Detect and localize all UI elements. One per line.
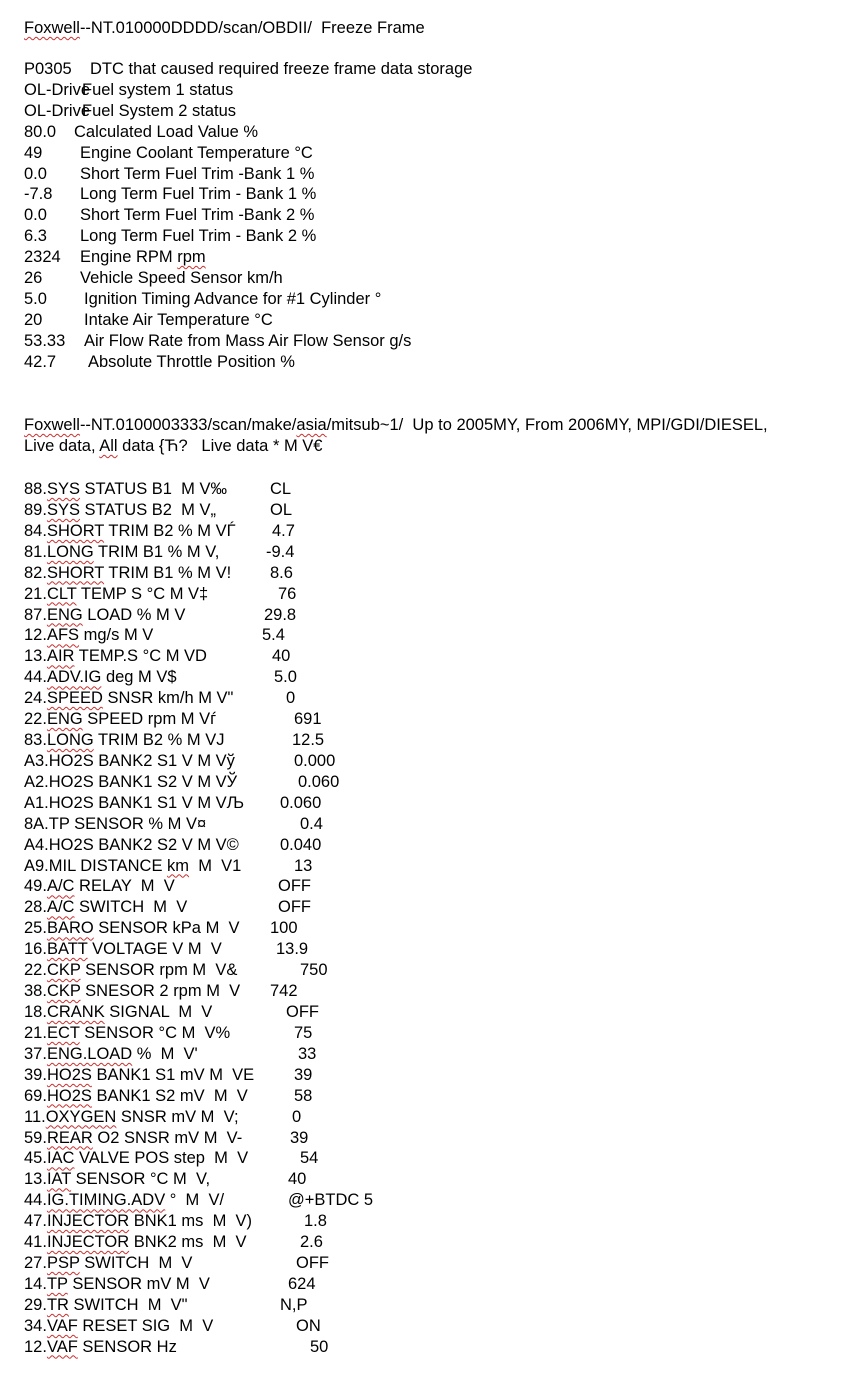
live-data-value: 54 xyxy=(300,1149,319,1168)
live-data-prefix: 38. xyxy=(24,982,47,1001)
live-data-row xyxy=(24,563,293,584)
freeze-frame-label xyxy=(80,226,316,246)
freeze-frame-row xyxy=(24,143,313,164)
live-data-value: OFF xyxy=(296,1254,329,1273)
live-data-label: SNSR mV M V; xyxy=(116,1107,239,1126)
live-data-value: 5.4 xyxy=(262,626,285,645)
freeze-frame-row xyxy=(24,310,273,331)
live-data-value: 29.8 xyxy=(264,605,297,624)
live-data-value: ON xyxy=(296,1316,321,1335)
freeze-frame-label xyxy=(82,80,233,100)
live-data-keyword: INJECTOR xyxy=(46,1233,130,1252)
live-data-prefix: 39. xyxy=(24,1065,47,1084)
live-data-prefix: 84. xyxy=(24,521,47,540)
live-data-value: 0.040 xyxy=(280,835,322,854)
live-data-keyword: HO2S xyxy=(46,1065,92,1084)
freeze-frame-value: -7.8 xyxy=(24,185,53,204)
live-data-label: SENSOR mV M V xyxy=(67,1274,210,1293)
live-data-prefix: 11. xyxy=(24,1107,46,1126)
live-data-row xyxy=(24,584,297,605)
live-data-prefix: 89. xyxy=(24,500,47,519)
live-data-row xyxy=(24,772,340,793)
live-data-value: 0.000 xyxy=(294,751,336,770)
live-data-keyword: IG.TIMING.ADV xyxy=(46,1191,166,1210)
live-data-row xyxy=(24,1232,323,1253)
freeze-frame-label-text: Engine Coolant Temperature °C xyxy=(80,143,313,162)
live-data-row xyxy=(24,1107,302,1128)
live-data-value: OFF xyxy=(278,898,311,917)
live-data-prefix: A4.HO2S BANK2 S2 V M V© xyxy=(24,835,239,854)
header-path-tail: /mitsub~1/ Up to 2005MY, From 2006MY, MPI/GDI/DIESEL, xyxy=(326,416,768,434)
live-data-label: SPEED rpm M Vѓ xyxy=(82,710,217,729)
live-data-value: 0 xyxy=(286,689,296,708)
live-data-keyword: AFS xyxy=(46,626,80,645)
freeze-frame-label-text: Long Term Fuel Trim - Bank 2 % xyxy=(80,227,317,246)
live-data-keyword: ADV.IG xyxy=(46,668,102,687)
live-data-keyword: AIR xyxy=(46,647,75,666)
live-data-label: deg M V$ xyxy=(101,668,177,687)
live-data-value: @+BTDC 5 xyxy=(288,1191,374,1210)
live-data-row xyxy=(24,981,298,1002)
freeze-frame-label-text: Long Term Fuel Trim - Bank 1 % xyxy=(80,185,317,204)
freeze-frame-value: 2324 xyxy=(24,248,61,267)
live-data-prefix: 13. xyxy=(24,647,47,666)
header-path: --NT.010000DDDD/scan/OBDII/ Freeze Frame xyxy=(79,19,425,37)
live-data-prefix: 88. xyxy=(24,480,47,498)
live-data-prefix: 13. xyxy=(24,1170,47,1189)
freeze-frame-label-text: DTC that caused required freeze frame data storage xyxy=(90,60,473,78)
live-data-prefix: 47. xyxy=(24,1212,47,1231)
live-data-prefix: A3.HO2S BANK2 S1 V M Vў xyxy=(24,751,235,770)
live-data-prefix: 45. xyxy=(24,1149,47,1168)
live-data-keyword: REAR xyxy=(46,1128,93,1147)
live-data-prefix: 22. xyxy=(24,710,47,729)
live-data-keyword: SHORT xyxy=(46,521,105,540)
header-asia: asia xyxy=(296,416,327,434)
live-data-keyword: km xyxy=(167,856,190,875)
live-data-label: SIGNAL M V xyxy=(104,1003,213,1021)
live-data-value: 0.4 xyxy=(300,814,323,833)
live-data-label: BANK1 S1 mV M VE xyxy=(91,1065,255,1084)
freeze-frame-row xyxy=(24,122,259,143)
freeze-frame-label-text: Vehicle Speed Sensor km/h xyxy=(80,269,283,287)
live-data-keyword: TR xyxy=(46,1295,69,1314)
freeze-frame-row xyxy=(24,59,473,80)
live-data-label: % M V' xyxy=(132,1044,198,1063)
live-data-row xyxy=(24,918,298,939)
freeze-frame-label-text: Short Term Fuel Trim -Bank 1 % xyxy=(80,164,315,183)
freeze-frame-value: 53.33 xyxy=(24,331,66,350)
live-data-row xyxy=(24,1337,329,1358)
freeze-frame-row xyxy=(24,268,283,289)
live-data-label: TRIM B2 % M VЃ xyxy=(104,521,236,540)
live-data-keyword: BATT xyxy=(46,940,88,959)
freeze-frame-label xyxy=(84,289,381,309)
live-data-keyword: IAT xyxy=(46,1170,72,1189)
live-data-row xyxy=(24,1295,308,1316)
live-data-keyword: CRANK xyxy=(46,1003,105,1021)
live-data-value: 13.9 xyxy=(276,940,309,959)
freeze-frame-label xyxy=(82,101,236,121)
live-data-prefix: 44. xyxy=(24,668,47,687)
header-path: --NT.0100003333/scan/make/ xyxy=(79,416,297,434)
live-data-keyword: LONG xyxy=(46,731,94,750)
live-data-row xyxy=(24,1253,329,1274)
freeze-frame-label-text: Engine RPM xyxy=(80,248,178,267)
live-data-subheader xyxy=(24,436,322,457)
live-data-label: SENSOR kPa M V xyxy=(93,919,240,938)
live-data-value: 75 xyxy=(294,1023,313,1042)
live-data-label: SENSOR °C M V% xyxy=(79,1023,231,1042)
live-data-prefix: 16. xyxy=(24,940,47,959)
live-data-value: 5.0 xyxy=(274,668,297,687)
live-data-value: 624 xyxy=(288,1274,316,1293)
live-data-label: SWITCH M V xyxy=(74,898,188,917)
live-data-row xyxy=(24,897,311,918)
live-data-label: TRIM B2 % M VJ xyxy=(93,731,225,750)
live-data-prefix: 21. xyxy=(24,584,47,603)
live-data-keyword: INJECTOR xyxy=(46,1212,130,1231)
live-data-value: 0.060 xyxy=(280,793,322,812)
freeze-frame-row xyxy=(24,352,295,373)
live-data-row xyxy=(24,646,291,667)
freeze-frame-label xyxy=(80,268,283,288)
live-data-value: 50 xyxy=(310,1337,329,1356)
live-data-label: BNK2 ms M V xyxy=(129,1233,247,1252)
live-data-value: 4.7 xyxy=(272,521,295,540)
live-data-value: 12.5 xyxy=(292,731,325,750)
freeze-frame-label xyxy=(84,310,273,330)
live-data-keyword: SYS xyxy=(46,500,80,519)
live-data-keyword: A/C xyxy=(46,877,75,896)
live-data-label: SNESOR 2 rpm M V xyxy=(80,982,241,1001)
live-data-prefix: 18. xyxy=(24,1003,47,1021)
live-data-row xyxy=(24,605,297,626)
freeze-frame-label xyxy=(88,352,295,372)
live-data-prefix: 25. xyxy=(24,919,47,938)
live-data-prefix: 29. xyxy=(24,1295,47,1314)
live-data-prefix: 27. xyxy=(24,1254,47,1273)
live-data-row xyxy=(24,1023,313,1044)
freeze-frame-value: 0.0 xyxy=(24,206,47,225)
live-data-row xyxy=(24,1169,307,1190)
live-data-label: RESET SIG M V xyxy=(77,1316,214,1335)
freeze-frame-label-text: Fuel system 1 status xyxy=(82,80,234,99)
freeze-frame-label-text: Air Flow Rate from Mass Air Flow Sensor g/s xyxy=(84,331,412,350)
live-data-label: SENSOR °C M V, xyxy=(71,1170,211,1189)
live-data-row xyxy=(24,479,292,500)
live-data-value: OL xyxy=(270,500,293,519)
live-data-row xyxy=(24,1190,374,1211)
live-data-keyword: PSP xyxy=(46,1254,80,1273)
live-data-prefix: 21. xyxy=(24,1023,47,1042)
freeze-frame-value: 20 xyxy=(24,310,43,329)
live-data-label: ° M V/ xyxy=(165,1191,225,1210)
freeze-frame-label-text: Calculated Load Value % xyxy=(74,122,259,141)
freeze-frame-label xyxy=(80,164,314,184)
subheader-a: Live data, xyxy=(24,437,100,455)
live-data-keyword: CKP xyxy=(46,982,81,1001)
live-data-prefix: A9.MIL DISTANCE xyxy=(24,856,168,875)
live-data-keyword: BARO xyxy=(46,919,94,938)
freeze-frame-label-text: Fuel System 2 status xyxy=(82,101,237,120)
freeze-frame-row xyxy=(24,205,315,226)
live-data-keyword: HO2S xyxy=(46,1086,92,1105)
live-data-value: N,P xyxy=(280,1295,308,1314)
live-data-keyword: OXYGEN xyxy=(45,1107,117,1126)
live-data-prefix: 83. xyxy=(24,731,47,750)
live-data-prefix: 41. xyxy=(24,1233,47,1252)
live-data-row xyxy=(24,1044,317,1065)
live-data-keyword: ECT xyxy=(46,1023,80,1042)
freeze-frame-value: 80.0 xyxy=(24,122,57,141)
freeze-frame-row xyxy=(24,101,237,122)
live-data-label: TEMP.S °C M VD xyxy=(74,647,207,666)
live-data-row xyxy=(24,939,309,960)
live-data-prefix: 69. xyxy=(24,1086,47,1105)
live-data-prefix: 37. xyxy=(24,1044,47,1063)
live-data-row xyxy=(24,856,313,877)
live-data-prefix: 22. xyxy=(24,961,47,980)
live-data-row xyxy=(24,1065,313,1086)
live-data-row xyxy=(24,625,285,646)
live-data-row xyxy=(24,688,296,709)
live-data-label: SNSR km/h M V" xyxy=(102,689,234,708)
freeze-frame-label xyxy=(90,59,472,79)
freeze-frame-label-text: Ignition Timing Advance for #1 Cylinder ° xyxy=(84,289,382,308)
live-data-row xyxy=(24,751,336,772)
live-data-row xyxy=(24,793,322,814)
live-data-label: O2 SNSR mV M V- xyxy=(92,1128,243,1147)
freeze-frame-value: OL-Drive xyxy=(24,101,91,120)
live-data-label: TRIM B1 % M V! xyxy=(104,563,232,582)
header-app-name: Foxwell xyxy=(24,416,80,434)
live-data-keyword: CLT xyxy=(46,584,77,603)
subheader-all: All xyxy=(99,437,118,455)
live-data-keyword: VAF xyxy=(46,1337,78,1356)
freeze-frame-label-text: Short Term Fuel Trim -Bank 2 % xyxy=(80,206,315,225)
freeze-frame-row xyxy=(24,80,234,101)
freeze-frame-row xyxy=(24,226,317,247)
live-data-value: 750 xyxy=(300,961,328,980)
freeze-frame-label xyxy=(80,143,313,163)
live-data-prefix: 12. xyxy=(24,1337,47,1356)
freeze-frame-label xyxy=(84,331,411,351)
live-data-label: RELAY M V xyxy=(74,877,175,896)
live-data-value: 40 xyxy=(272,647,291,666)
live-data-row xyxy=(24,500,293,521)
freeze-frame-row xyxy=(24,247,206,268)
live-data-keyword: TP xyxy=(46,1274,68,1293)
live-data-prefix: 12. xyxy=(24,626,47,645)
live-data-label: VALVE POS step M V xyxy=(74,1149,249,1168)
live-data-value: 33 xyxy=(298,1044,317,1063)
freeze-frame-value: 26 xyxy=(24,269,43,287)
live-data-prefix: 81. xyxy=(24,542,47,561)
live-data-prefix: 82. xyxy=(24,563,47,582)
live-data-header xyxy=(24,415,768,436)
live-data-row xyxy=(24,667,297,688)
freeze-frame-row xyxy=(24,164,315,185)
live-data-row xyxy=(24,814,323,835)
live-data-keyword: SPEED xyxy=(46,689,103,708)
live-data-prefix: A1.HO2S BANK1 S1 V M VЉ xyxy=(24,793,245,812)
live-data-row xyxy=(24,1002,319,1023)
live-data-value: 76 xyxy=(278,584,297,603)
live-data-label: TEMP S °C M V‡ xyxy=(76,584,209,603)
freeze-frame-label xyxy=(80,247,206,267)
live-data-value: 39 xyxy=(294,1065,313,1084)
freeze-frame-row xyxy=(24,184,317,205)
live-data-row xyxy=(24,876,311,897)
live-data-value: 8.6 xyxy=(270,563,293,582)
live-data-prefix: A2.HO2S BANK1 S2 V M VЎ xyxy=(24,772,238,791)
live-data-keyword: A/C xyxy=(46,898,75,917)
live-data-label: SENSOR Hz xyxy=(77,1337,177,1356)
freeze-frame-label-text: Absolute Throttle Position % xyxy=(88,352,295,371)
live-data-value: 13 xyxy=(294,856,313,875)
live-data-label: TRIM B1 % M V, xyxy=(93,542,220,561)
live-data-keyword: IAC xyxy=(46,1149,75,1168)
live-data-row xyxy=(24,960,328,981)
freeze-frame-value: 6.3 xyxy=(24,227,47,246)
live-data-label: BANK1 S2 mV M V xyxy=(91,1086,248,1105)
live-data-value: 1.8 xyxy=(304,1212,327,1231)
freeze-frame-value: 49 xyxy=(24,143,43,162)
live-data-label: SWITCH M V xyxy=(79,1254,193,1273)
live-data-prefix: 34. xyxy=(24,1316,47,1335)
live-data-label: STATUS B2 M V„ xyxy=(79,500,216,519)
live-data-label: LOAD % M V xyxy=(82,605,186,624)
live-data-row xyxy=(24,1148,319,1169)
live-data-prefix: 59. xyxy=(24,1128,47,1147)
freeze-frame-label xyxy=(74,122,258,142)
live-data-row xyxy=(24,1274,316,1295)
live-data-row xyxy=(24,709,322,730)
live-data-label: BNK1 ms M V) xyxy=(129,1212,252,1231)
live-data-value: 691 xyxy=(294,710,322,729)
live-data-value: 58 xyxy=(294,1086,313,1105)
header-app-name: Foxwell xyxy=(24,19,80,37)
live-data-row xyxy=(24,1211,327,1232)
freeze-frame-value: OL-Drive xyxy=(24,80,91,99)
live-data-keyword: ENG xyxy=(46,605,83,624)
live-data-value: CL xyxy=(270,480,292,498)
live-data-row xyxy=(24,1086,313,1107)
live-data-label: SENSOR rpm M V& xyxy=(80,961,238,980)
live-data-row xyxy=(24,521,295,542)
freeze-frame-label-text: Intake Air Temperature °C xyxy=(84,310,273,329)
live-data-value: 2.6 xyxy=(300,1233,323,1252)
live-data-prefix: 8A.TP SENSOR % M V¤ xyxy=(24,814,207,833)
live-data-keyword: ENG xyxy=(46,710,83,729)
live-data-label: M V1 xyxy=(189,856,242,875)
live-data-value: OFF xyxy=(278,877,311,896)
live-data-keyword: LONG xyxy=(46,542,94,561)
live-data-value: OFF xyxy=(286,1003,319,1021)
live-data-prefix: 87. xyxy=(24,605,47,624)
live-data-row xyxy=(24,835,322,856)
live-data-value: 39 xyxy=(290,1128,309,1147)
live-data-keyword: ENG.LOAD xyxy=(46,1044,133,1063)
live-data-value: 0.060 xyxy=(298,772,340,791)
freeze-frame-row xyxy=(24,289,382,310)
live-data-value: 100 xyxy=(270,919,298,938)
live-data-value: 0 xyxy=(292,1107,302,1126)
live-data-value: 742 xyxy=(270,982,298,1001)
live-data-prefix: 24. xyxy=(24,689,47,708)
live-data-label: mg/s M V xyxy=(79,626,154,645)
live-data-row xyxy=(24,730,325,751)
live-data-row xyxy=(24,542,295,563)
live-data-keyword: SYS xyxy=(46,480,80,498)
freeze-frame-label xyxy=(80,205,314,225)
live-data-prefix: 14. xyxy=(24,1274,47,1293)
live-data-label: STATUS B1 M V‰ xyxy=(79,480,227,498)
freeze-frame-value: 5.0 xyxy=(24,289,47,308)
subheader-b: data {Ћ? Live data * M V€ xyxy=(117,437,323,455)
freeze-frame-header xyxy=(24,18,425,39)
freeze-frame-label xyxy=(80,184,316,204)
live-data-keyword: SHORT xyxy=(46,563,105,582)
freeze-frame-value: 0.0 xyxy=(24,164,47,183)
live-data-label: VOLTAGE V M V xyxy=(87,940,222,959)
freeze-frame-row xyxy=(24,331,412,352)
live-data-label: SWITCH M V" xyxy=(68,1295,188,1314)
live-data-row xyxy=(24,1128,309,1149)
live-data-prefix: 44. xyxy=(24,1191,47,1210)
freeze-frame-label-unit: rpm xyxy=(177,248,206,267)
freeze-frame-value: P0305 xyxy=(24,60,72,78)
live-data-value: 40 xyxy=(288,1170,307,1189)
live-data-prefix: 49. xyxy=(24,877,47,896)
freeze-frame-value: 42.7 xyxy=(24,352,57,371)
live-data-keyword: CKP xyxy=(46,961,81,980)
live-data-row xyxy=(24,1316,321,1337)
live-data-value: -9.4 xyxy=(266,542,295,561)
live-data-keyword: VAF xyxy=(46,1316,78,1335)
live-data-prefix: 28. xyxy=(24,898,47,917)
